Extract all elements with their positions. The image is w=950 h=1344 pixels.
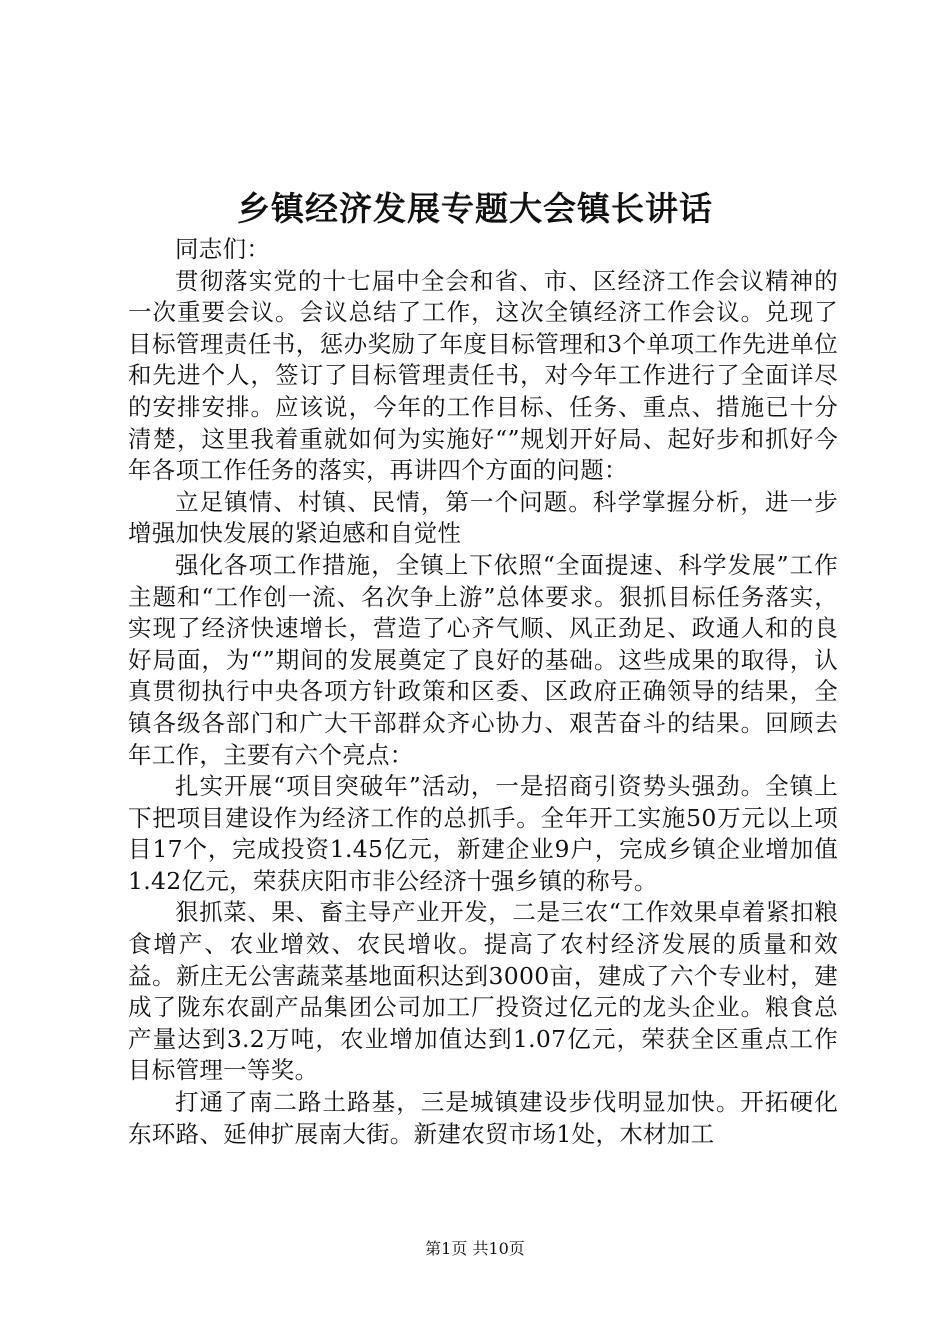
body-paragraph: 强化各项工作措施，全镇上下依照“全面提速、科学发展”工作主题和“工作创一流、名次争上游”总体要求。狠抓目标任务落实，实现了经济快速增长，营造了心齐气顺、风正劲足、政通人和的良好局面，为“”期间的发展奠定了良好的基础。这些成果的取得，认真贯彻执行中央各项方针政策和区委、区政府正确领导的结果，全镇各级各部门和广大干部群众齐心协力、艰苦奋斗的结果。回顾去年工作，主要有六个亮点： [128, 550, 838, 769]
body-paragraph: 扎实开展“项目突破年”活动，一是招商引资势头强劲。全镇上下把项目建设作为经济工作的总抓手。全年开工实施50万元以上项目17个，完成投资1.45亿元，新建企业9户，完成乡镇企业增加值1.42亿元，荣获庆阳市非公经济十强乡镇的称号。 [128, 772, 838, 895]
salutation-paragraph: 同志们： [175, 235, 271, 263]
body-paragraph: 狠抓菜、果、畜主导产业开发，二是三农“工作效果卓着紧扣粮食增产、农业增效、农民增收。提高了农村经济发展的质量和效益。新庄无公害蔬菜基地面积达到3000亩，建成了六个专业村，建成了陇东农副产品集团公司加工厂投资过亿元的龙头企业。粮食总产量达到3.2万吨，农业增加值达到1.07亿元，荣获全区重点工作目标管理一等奖。 [128, 898, 838, 1085]
document-body [128, 234, 838, 1150]
body-paragraph: 立足镇情、村镇、民情，第一个问题。科学掌握分析，进一步增强加快发展的紧迫感和自觉性 [128, 487, 838, 548]
body-paragraph: 打通了南二路土路基，三是城镇建设步伐明显加快。开拓硬化东环路、延伸扩展南大街。新建农贸市场1处，木材加工 [128, 1088, 838, 1148]
body-paragraph: 贯彻落实党的十七届中全会和省、市、区经济工作会议精神的一次重要会议。会议总结了工作，这次全镇经济工作会议。兑现了目标管理责任书，惩办奖励了年度目标管理和3个单项工作先进单位和先进个人，签订了目标管理责任书，对今年工作进行了全面详尽的安排安排。应该说，今年的工作目标、任务、重点、措施已十分清楚，这里我着重就如何为实施好“”规划开好局、起好步和抓好今年各项工作任务的落实，再讲四个方面的问题： [128, 266, 838, 485]
page-number-footer: 第1页 共10页 [425, 1239, 525, 1258]
document-title: 乡镇经济发展专题大会镇长讲话 [237, 189, 713, 228]
